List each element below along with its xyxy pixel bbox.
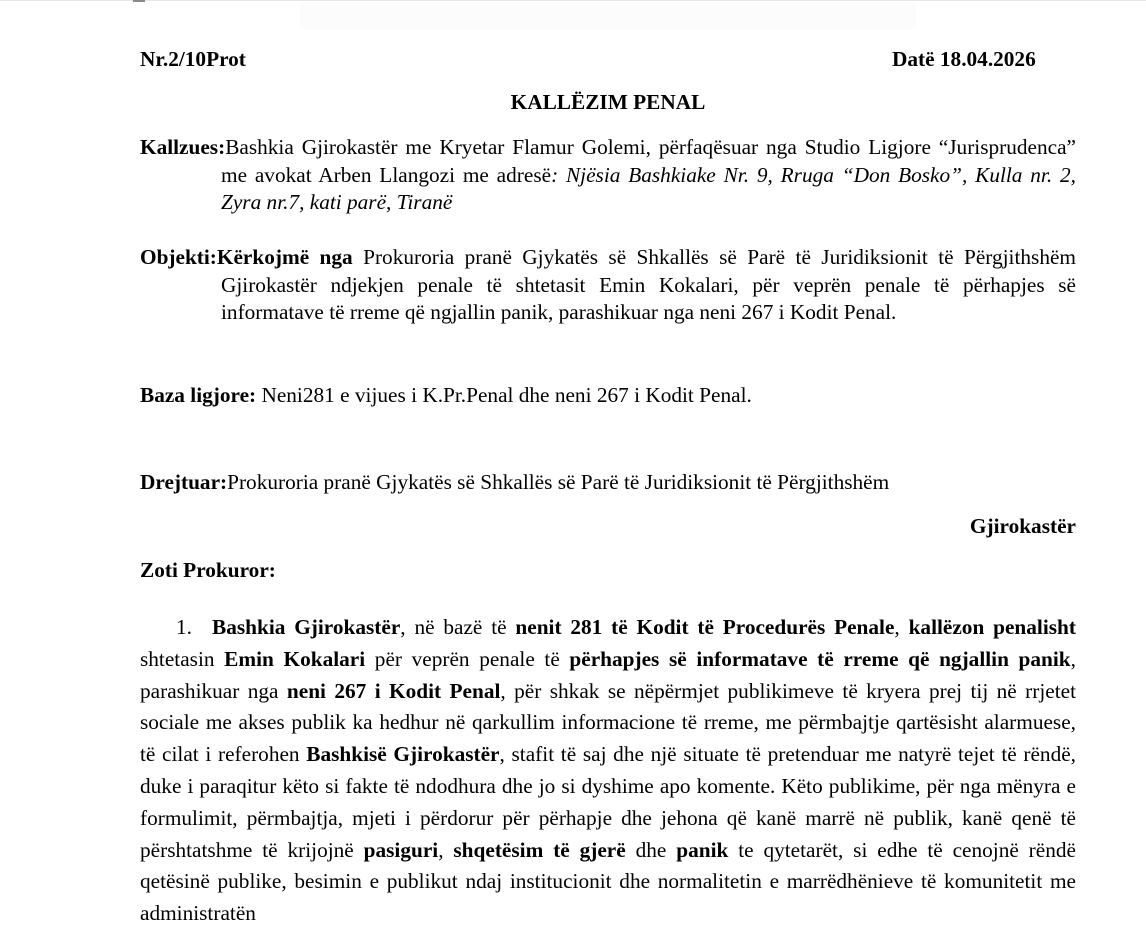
kallzues-text: Bashkia Gjirokastër me Kryetar Flamur Golemi, përfaqësuar nga Studio Ligjore “Jurisprudenca” me avokat Arben Llangozi me adresë <box>221 135 1076 187</box>
document-date: Datë 18.04.2026 <box>892 47 1036 71</box>
paragraph-bold-segment: përhapjes së informatave të rreme që ngjallin panik <box>569 646 1071 671</box>
baza-ligjore <box>140 382 752 410</box>
paragraph-text-segment: , parashikuar nga <box>140 646 1076 703</box>
paragraph-bold-segment: nenit 281 të Kodit të Procedurës Penale <box>515 615 895 639</box>
paragraph-text-segment: , stafit të saj dhe një situate të pretenduar me natyrë tejet të rëndë, duke i paraqitur këto si fakte të ndodhura dhe jo si dyshime apo komente. Këto publikime, për nga mënyra e formulimit, përmbajtja, mjeti i përdorur për përhapje dhe jehona që kanë marrë në publik, kanë qenë të përshtatshme të krijojnë <box>140 742 1076 862</box>
window-top-border <box>0 0 1146 1</box>
paragraph-text-segment: dhe <box>625 837 677 862</box>
paragraph-bold-segment: Bashkia Gjirokastër <box>212 615 401 639</box>
baza-label: Baza ligjore: <box>140 383 257 407</box>
paragraph-text-segment: , <box>438 837 454 862</box>
objekti-label: Objekti: <box>140 245 217 269</box>
objekti-section <box>140 244 1076 327</box>
paragraph-bold-segment: neni 267 i Kodit Penal <box>286 678 501 703</box>
paragraph-text-segment: për veprën penale të <box>365 646 570 671</box>
drejtuar <box>140 469 889 497</box>
paragraph-bold-segment: panik <box>676 837 729 862</box>
kallzues-address: : Njësia Bashkiake Nr. 9, Rruga “Don Bosko”, Kulla nr. 2, Zyra nr.7, kati parë, Tiranë <box>221 162 1076 214</box>
objekti-text: Prokuroria pranë Gjykatës së Shkallës së Parë të Juridiksionit të Përgjithshëm Gjirokastër ndjekjen penale të shtetasit Emin Kokalari, për veprën penale të përhapjes së informatave të rreme që ngjallin panik, parashikuar nga neni 267 i Kodit Penal. <box>221 245 1076 324</box>
paragraph-text-segment: , në bazë të <box>400 615 516 639</box>
paragraph-1-content <box>140 615 1076 925</box>
paragraph-number: 1. <box>176 615 192 639</box>
drejtuar-city: Gjirokastër <box>969 514 1076 538</box>
paragraph-bold-segment: kallëzon penalisht <box>908 615 1076 639</box>
kallzues-label: Kallzues: <box>140 135 226 159</box>
protocol-number: Nr.2/10Prot <box>140 47 246 71</box>
document-title: KALLËZIM PENAL <box>510 90 706 114</box>
kallzues-section <box>140 134 1076 217</box>
baza-text: Neni281 e vijues i K.Pr.Penal dhe neni 267 i Kodit Penal. <box>256 383 752 407</box>
paragraph-text-segment: shtetasin <box>140 646 225 671</box>
drejtuar-text: Prokuroria pranë Gjykatës së Shkallës së Parë të Juridiksionit të Përgjithshëm <box>227 470 890 494</box>
toolbar-shadow <box>300 2 916 29</box>
paragraph-text-segment: , për shkak se nëpërmjet publikimeve të kryera prej tij në rrjetet sociale me akses publik ka hedhur në qarkullim informacione të rreme, me përmbajtje qartësisht alarmuese, të cilat i referohen <box>140 678 1076 767</box>
objekti-bold-lead: Kërkojmë nga <box>216 245 353 269</box>
drejtuar-label: Drejtuar: <box>140 470 228 494</box>
paragraph-text-segment: te qytetarët, si edhe të cenojnë rëndë qetësinë publike, besimin e publikut ndaj institucionit dhe normalitetin e marrëdhënieve të komunitetit me administratën <box>140 837 1076 926</box>
salutation: Zoti Prokuror: <box>140 558 276 582</box>
paragraph-bold-segment: Bashkisë Gjirokastër <box>306 742 500 767</box>
paragraph-bold-segment: pasiguri <box>363 837 439 862</box>
paragraph-bold-segment: shqetësim të gjerë <box>453 837 626 862</box>
paragraph-bold-segment: Emin Kokalari <box>224 646 366 671</box>
ruler-marker <box>133 0 145 2</box>
paragraph-1 <box>140 612 1076 930</box>
paragraph-text-segment: , <box>894 615 909 639</box>
